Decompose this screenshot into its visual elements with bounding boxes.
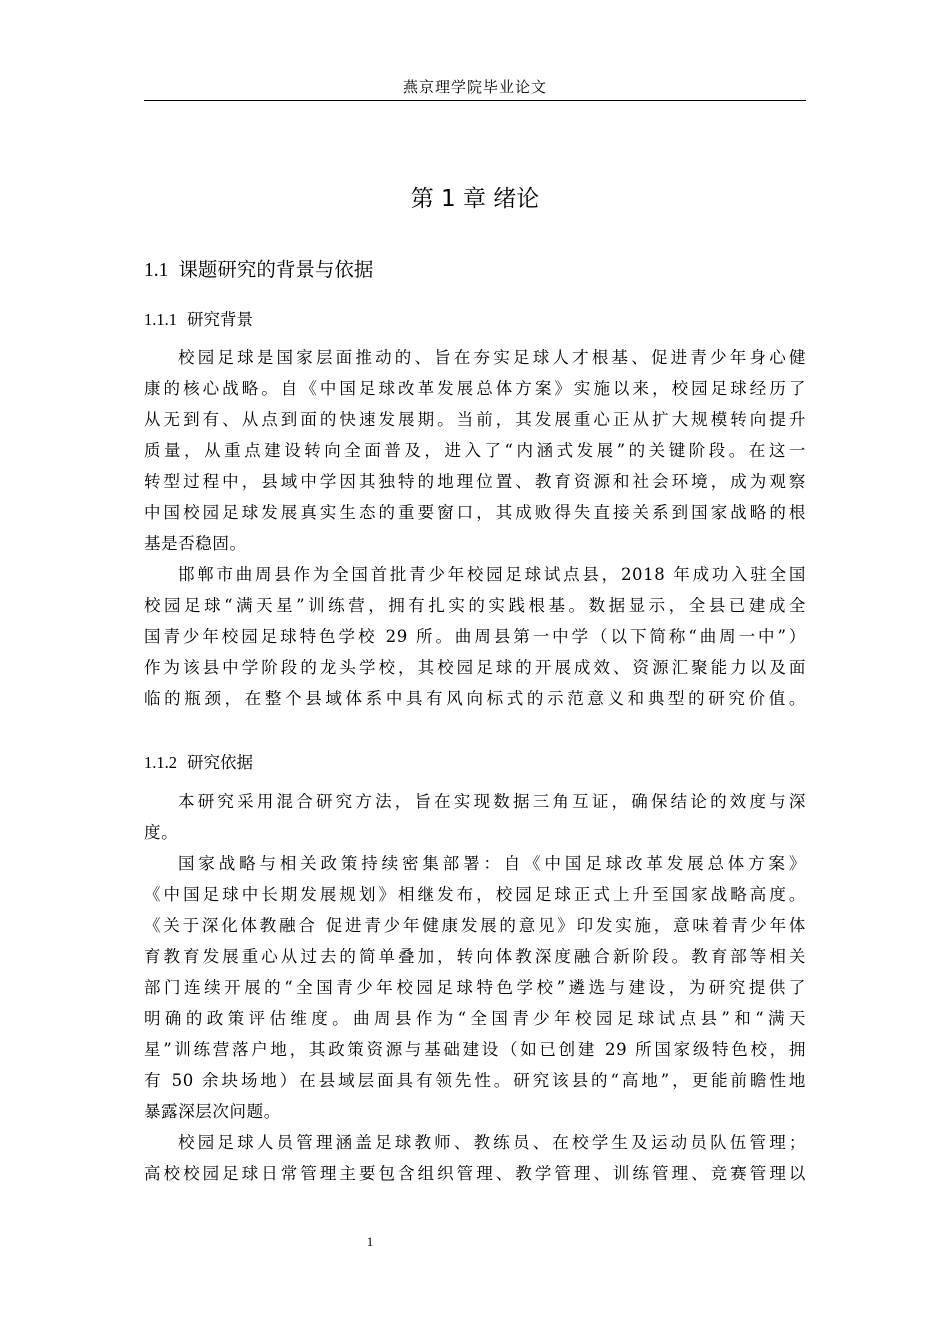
text-line: 暴露深层次问题。 — [144, 1102, 281, 1121]
subsection-title: 研究背景 — [187, 310, 253, 329]
text-line: 康的核心战略。自《中国足球改革发展总体方案》实施以来，校园足球经历了 — [144, 379, 806, 398]
body-text-background — [144, 342, 806, 714]
text-line: 度。 — [144, 823, 179, 842]
text-line: 高校校园足球日常管理主要包含组织管理、教学管理、训练管理、竞赛管理以 — [144, 1164, 806, 1183]
text-line: 《关于深化体教融合 促进青少年健康发展的意见》印发实施，意味着青少年体 — [144, 916, 806, 935]
text-line: 有 50 余块场地）在县域层面具有领先性。研究该县的“高地”，更能前瞻性地 — [144, 1071, 806, 1090]
text-line: 质量，从重点建设转向全面普及，进入了“内涵式发展”的关键阶段。在这一 — [144, 441, 806, 460]
text-line: 校园足球是国家层面推动的、旨在夯实足球人才根基、促进青少年身心健 — [178, 348, 806, 367]
text-line: 星”训练营落户地，其政策资源与基础建设（如已创建 29 所国家级特色校，拥 — [144, 1040, 806, 1059]
header-divider — [144, 100, 806, 101]
text-line: 国青少年校园足球特色学校 29 所。曲周县第一中学（以下简称“曲周一中”） — [144, 627, 806, 646]
section-number: 1.1 — [144, 260, 169, 281]
subsection-title: 研究依据 — [187, 753, 253, 772]
running-header: 燕京理学院毕业论文 — [402, 78, 547, 96]
text-line: 明确的政策评估维度。曲周县作为“全国青少年校园足球试点县”和“满天 — [144, 1009, 806, 1028]
page-number: 1 — [366, 1234, 374, 1249]
text-line: 邯郸市曲周县作为全国首批青少年校园足球试点县，2018 年成功入驻全国 — [178, 565, 806, 584]
text-line: 作为该县中学阶段的龙头学校，其校园足球的开展成效、资源汇聚能力以及面 — [144, 658, 806, 677]
text-line: 部门连续开展的“全国青少年校园足球特色学校”遴选与建设，为研究提供了 — [144, 978, 806, 997]
text-line: 国家战略与相关政策持续密集部署：自《中国足球改革发展总体方案》 — [178, 854, 806, 873]
text-line: 基是否稳固。 — [144, 534, 247, 553]
body-text-basis — [144, 786, 806, 1189]
text-line: 校园足球“满天星”训练营，拥有扎实的实践根基。数据显示，全县已建成全 — [144, 596, 806, 615]
text-line: 临的瓶颈，在整个县域体系中具有风向标式的示范意义和典型的研究价值。 — [144, 689, 806, 708]
text-line: 《中国足球中长期发展规划》相继发布，校园足球正式上升至国家战略高度。 — [144, 885, 806, 904]
text-line: 中国校园足球发展真实生态的重要窗口，其成败得失直接关系到国家战略的根 — [144, 503, 806, 522]
text-line: 校园足球人员管理涵盖足球教师、教练员、在校学生及运动员队伍管理； — [178, 1133, 806, 1152]
subsection-heading-2 — [144, 749, 253, 773]
subsection-number: 1.1.1 — [144, 310, 177, 329]
section-title: 课题研究的背景与依据 — [178, 258, 374, 281]
subsection-heading-1 — [144, 306, 253, 330]
text-line: 转型过程中，县域中学因其独特的地理位置、教育资源和社会环境，成为观察 — [144, 472, 806, 491]
section-heading — [144, 254, 373, 282]
text-line: 育教育发展重心从过去的简单叠加，转向体教深度融合新阶段。教育部等相关 — [144, 947, 806, 966]
text-line: 从无到有、从点到面的快速发展期。当前，其发展重心正从扩大规模转向提升 — [144, 410, 806, 429]
chapter-title: 第 1 章 绪论 — [410, 186, 540, 212]
subsection-number: 1.1.2 — [144, 753, 177, 772]
text-line: 本研究采用混合研究方法，旨在实现数据三角互证，确保结论的效度与深 — [178, 792, 806, 811]
